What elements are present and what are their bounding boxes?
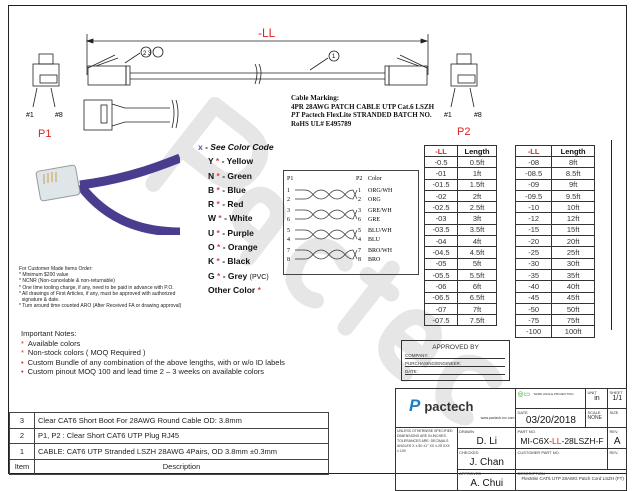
ll-code: -08 xyxy=(516,157,552,168)
length-value: 5ft xyxy=(458,258,497,269)
wire-color: BLU/WH xyxy=(368,228,392,234)
ll-code: -100 xyxy=(516,326,552,337)
col-header-length: Length xyxy=(552,146,595,157)
ll-code: -40 xyxy=(516,281,552,292)
table-row xyxy=(516,179,595,190)
item-number: 2 xyxy=(10,428,35,444)
customer-order-notes xyxy=(19,266,197,309)
length-value: 75ft xyxy=(552,315,595,326)
p2-pin: 7 xyxy=(358,248,361,254)
length-value: 6ft xyxy=(458,281,497,292)
length-value: 7ft xyxy=(458,303,497,314)
length-value: 3ft xyxy=(458,213,497,224)
table-row xyxy=(425,236,497,247)
length-value: 9ft xyxy=(552,179,595,190)
p2-label: P2 xyxy=(457,126,471,138)
length-value: 20ft xyxy=(552,236,595,247)
ll-code: -05.5 xyxy=(425,269,458,280)
color-item: Y * - Yellow xyxy=(208,156,254,167)
ll-code: -06.5 xyxy=(425,292,458,303)
ll-code: -04 xyxy=(425,236,458,247)
length-value: 4.5ft xyxy=(458,247,497,258)
p2-pin: 8 xyxy=(358,257,361,263)
table-row xyxy=(516,157,595,168)
table-row xyxy=(516,292,595,303)
length-value: 7.5ft xyxy=(458,315,497,326)
ll-code: -02 xyxy=(425,190,458,201)
cable-marking-line2-text: Pactech FlexLite STRANDED BATCH NO. RoHS UL# E495789 xyxy=(291,111,432,128)
table-row xyxy=(425,281,497,292)
table-row xyxy=(516,236,595,247)
p1-pin: 8 xyxy=(287,257,290,263)
p1-pin1-label: #1 xyxy=(26,112,34,119)
note-line: * Minimum $200 value xyxy=(19,272,69,279)
scale-cell: SCALE NONE xyxy=(586,409,608,428)
p1-header: P1 xyxy=(287,176,294,182)
ll-code: -35 xyxy=(516,269,552,280)
item-description: CABLE: CAT6 UTP Stranded LSZH 28AWG 4Pairs, OD 3.8mm ±0.3mm xyxy=(35,444,329,460)
divider xyxy=(611,140,612,330)
p1-label: P1 xyxy=(38,128,52,140)
length-value: 9.5ft xyxy=(552,190,595,201)
color-code-header xyxy=(198,142,274,156)
ll-code: -07 xyxy=(425,303,458,314)
p1-pin: 7 xyxy=(287,248,290,254)
table-row xyxy=(516,213,595,224)
bullet: * xyxy=(21,338,24,348)
checked-cell: CHECKED J. Chan xyxy=(458,449,516,470)
p2-pin: 5 xyxy=(358,228,361,234)
note-line: signature & date. xyxy=(19,297,60,304)
note-line: * One time tooling charge, if any, need to be paid in advance with P.O. xyxy=(19,284,174,291)
header-item: Item xyxy=(10,459,35,475)
ll-code: -03 xyxy=(425,213,458,224)
ll-code: -07.5 xyxy=(425,315,458,326)
p1-pin: 5 xyxy=(287,228,290,234)
approved-by-title: APPROVED BY xyxy=(432,344,479,351)
description-value: FlexMini CAT6 UTP 28AWG Patch Cord LSZH (FT) xyxy=(521,476,624,481)
table-row xyxy=(425,303,497,314)
ll-code: -02.5 xyxy=(425,202,458,213)
note-text: Non-stock colors ( MOQ Required ) xyxy=(27,348,146,357)
important-note xyxy=(21,367,285,377)
brand-name: pactech xyxy=(424,398,474,414)
p1-pin: 4 xyxy=(287,237,290,243)
length-value: 8.5ft xyxy=(552,168,595,179)
color-header: Color xyxy=(368,176,382,182)
date-cell: DATE 03/20/2018 xyxy=(516,409,586,428)
cable-photo xyxy=(20,140,180,235)
length-value: 100ft xyxy=(552,326,595,337)
item-number: 3 xyxy=(10,413,35,429)
title-block xyxy=(395,388,627,491)
table-row xyxy=(425,269,497,280)
cable-marking-line1: 4PR 28AWG PATCH CABLE UTP Cat.6 LSZH xyxy=(291,102,435,111)
wire-color: GRE xyxy=(368,217,380,223)
item-description: Clear CAT6 Short Boot For 28AWG Round Cable OD: 3.8mm xyxy=(35,413,329,429)
ll-code: -45 xyxy=(516,292,552,303)
table-row xyxy=(516,315,595,326)
ll-code: -20 xyxy=(516,236,552,247)
drawn-by: D. Li xyxy=(476,436,497,447)
date-field[interactable]: DATE: xyxy=(405,369,505,375)
length-value: 6.5ft xyxy=(458,292,497,303)
note-line: * NCNR (Non-cancelable & non-returnable) xyxy=(19,278,115,285)
table-row xyxy=(425,202,497,213)
ll-code: -30 xyxy=(516,258,552,269)
color-code-list xyxy=(198,142,274,299)
length-value: 5.5ft xyxy=(458,269,497,280)
description-cell: DESCRIPTION FlexMini CAT6 UTP 28AWG Patch Cord LSZH (FT) xyxy=(516,470,627,491)
important-note xyxy=(21,358,285,368)
ll-code: -10 xyxy=(516,202,552,213)
projection-label: THIRD ANGLE PROJECTION xyxy=(533,392,574,396)
bullet: * xyxy=(21,348,24,357)
ll-code: -09.5 xyxy=(516,190,552,201)
length-value: 3.5ft xyxy=(458,224,497,235)
length-value: 10ft xyxy=(552,202,595,213)
table-row xyxy=(516,190,595,201)
note-text: Custom pinout MOQ 100 and lead time 2 – 3 weeks on available colors xyxy=(27,367,265,376)
table-row xyxy=(516,247,595,258)
wire-color: GRE/WH xyxy=(368,208,392,214)
table-row xyxy=(516,258,595,269)
table-row xyxy=(425,247,497,258)
color-item: W * - White xyxy=(208,213,253,224)
ll-code: -50 xyxy=(516,303,552,314)
important-note xyxy=(21,348,285,358)
p2-pin: 3 xyxy=(358,208,361,214)
table-row xyxy=(516,202,595,213)
p2-pin8-label: #8 xyxy=(474,112,482,119)
projection-symbol-icon: ◎▭ xyxy=(517,391,531,398)
table-row xyxy=(516,168,595,179)
length-value: 1ft xyxy=(458,168,497,179)
col-header-ll: -LL xyxy=(425,146,458,157)
wire-color: ORG xyxy=(368,197,381,203)
bom-row xyxy=(10,444,329,460)
drawn-cell: DRAWN D. Li xyxy=(458,428,516,449)
checked-by: J. Chan xyxy=(469,457,504,468)
rev-cell: REV. A xyxy=(608,428,627,449)
part-no-cell: PART NO. MI-C6X-LL-28LSZH-F xyxy=(516,428,608,449)
approved-cell: APPROVED A. Chui xyxy=(458,470,516,491)
cable-marking-title: Cable Marking: xyxy=(291,94,340,102)
color-item: G * - Grey (PVC) xyxy=(208,270,269,281)
bullet: • xyxy=(21,357,24,367)
wire-color: ORG/WH xyxy=(368,188,393,194)
wire-color: BRO xyxy=(368,257,381,263)
length-value: 2ft xyxy=(458,190,497,201)
ll-code: -75 xyxy=(516,315,552,326)
customer-part-cell: CUSTOMER PART NO. xyxy=(516,449,608,470)
tolerances: UNLESS OTHERWISE SPECIFIED DIMENSIONS ARE IN INCHES. TOLERANCES ARE: DECIMALS ANGLES X ±.50 ±1° XX ±.25 XXX ±.100 xyxy=(396,428,458,491)
wire-color: BLU xyxy=(368,237,380,243)
length-value: 8ft xyxy=(552,157,595,168)
color-item: K * - Black xyxy=(208,256,251,267)
p2-pin: 1 xyxy=(358,188,361,194)
ll-code: -06 xyxy=(425,281,458,292)
color-item-other: Other Color * xyxy=(208,284,261,295)
p1-pin: 1 xyxy=(287,188,290,194)
x-marker: x xyxy=(198,142,203,152)
length-value: 4ft xyxy=(458,236,497,247)
col-header-length: Length xyxy=(458,146,497,157)
note-line: For Customer Made Items Order: xyxy=(19,266,93,272)
p1-pin8-label: #8 xyxy=(55,112,63,119)
p2-header: P2 xyxy=(356,176,363,182)
company-field[interactable]: COMPANY: xyxy=(405,353,505,359)
note-text: Custom Bundle of any combination of the above lengths, with or w/o ID labels xyxy=(27,357,285,367)
pt-logo-icon: P xyxy=(409,396,421,415)
cable-marking xyxy=(291,94,436,128)
length-table-2 xyxy=(515,145,595,338)
wire-color: BRO/WH xyxy=(368,248,392,254)
pt-prefix: PT xyxy=(291,111,300,119)
p2-pin: 6 xyxy=(358,217,361,223)
approved-by: A. Chui xyxy=(470,478,504,489)
length-value: 2.5ft xyxy=(458,202,497,213)
ll-code: -0.5 xyxy=(425,157,458,168)
item-description: P1, P2 : Clear Short CAT6 UTP Plug RJ45 xyxy=(35,428,329,444)
table-row xyxy=(425,292,497,303)
table-row xyxy=(425,168,497,179)
bullet: • xyxy=(21,367,24,376)
color-item: R * - Red xyxy=(208,199,244,210)
length-value: 40ft xyxy=(552,281,595,292)
rev2-cell: REV. xyxy=(608,449,627,470)
length-value: 35ft xyxy=(552,269,595,280)
bom-row xyxy=(10,413,329,429)
date-value: 03/20/2018 xyxy=(525,415,576,426)
length-value: 15ft xyxy=(552,224,595,235)
url-text: www.pactech-inc.com xyxy=(480,416,515,420)
ll-code: -25 xyxy=(516,247,552,258)
approved-by-box xyxy=(401,340,510,381)
p2-pin: 4 xyxy=(358,237,361,243)
color-item: N * - Green xyxy=(208,170,252,181)
note-text: Available colors xyxy=(27,338,81,348)
bill-of-materials xyxy=(9,412,329,475)
ll-code: -03.5 xyxy=(425,224,458,235)
table-row xyxy=(516,224,595,235)
table-row xyxy=(516,326,595,337)
note-line: * Turn around time counted ARO (After Received FA or drawing approval) xyxy=(19,303,182,310)
color-item: B * - Blue xyxy=(208,184,246,195)
bom-row xyxy=(10,428,329,444)
table-row xyxy=(425,190,497,201)
important-note xyxy=(21,339,285,349)
table-row xyxy=(425,157,497,168)
projection-cell xyxy=(516,389,586,409)
size-cell: SIZE xyxy=(608,409,627,428)
ll-code: -05 xyxy=(425,258,458,269)
ll-code: -12 xyxy=(516,213,552,224)
color-item: O * - Orange xyxy=(208,242,258,253)
length-value: 45ft xyxy=(552,292,595,303)
header-description: Description xyxy=(35,459,329,475)
ll-code: -08.5 xyxy=(516,168,552,179)
cable-marking-line2 xyxy=(291,111,436,128)
length-value: 50ft xyxy=(552,303,595,314)
col-header-ll: -LL xyxy=(516,146,552,157)
p2-pin1-label: #1 xyxy=(444,112,452,119)
length-dimension-label: -LL xyxy=(258,26,276,40)
table-row xyxy=(425,224,497,235)
important-notes-title: Important Notes: xyxy=(21,329,77,338)
logo-cell xyxy=(396,389,516,428)
length-value: 12ft xyxy=(552,213,595,224)
pactech-logo xyxy=(397,396,514,416)
table-row xyxy=(425,179,497,190)
callout-1: 1 xyxy=(332,54,336,60)
length-value: 0.5ft xyxy=(458,157,497,168)
ll-code: -01 xyxy=(425,168,458,179)
table-row xyxy=(425,258,497,269)
note-line: * All drawings of First Articles, if any, must be approved with authorized xyxy=(19,290,176,297)
color-code-title: - See Color Code xyxy=(205,142,274,152)
table-row xyxy=(516,269,595,280)
p1-pin: 6 xyxy=(287,217,290,223)
length-table-1 xyxy=(424,145,497,326)
p2-pin: 2 xyxy=(358,197,361,203)
purchasing-engineer-field[interactable]: PURCHASING/ENGINEER: xyxy=(405,361,505,367)
ll-code: -15 xyxy=(516,224,552,235)
length-value: 1.5ft xyxy=(458,179,497,190)
color-item: U * - Purple xyxy=(208,227,254,238)
length-value: 30ft xyxy=(552,258,595,269)
ll-code: -04.5 xyxy=(425,247,458,258)
sheet-cell: SHEET 1/1 xyxy=(608,389,627,409)
callout-2-3: 2 3 xyxy=(143,51,152,57)
unit-cell: UNIT in xyxy=(586,389,608,409)
table-row xyxy=(425,315,497,326)
table-row xyxy=(516,303,595,314)
p1-pin: 3 xyxy=(287,208,290,214)
table-row xyxy=(425,213,497,224)
ll-code: -09 xyxy=(516,179,552,190)
table-row xyxy=(516,281,595,292)
ll-code: -01.5 xyxy=(425,179,458,190)
item-number: 1 xyxy=(10,444,35,460)
wiring-svg xyxy=(283,170,419,275)
length-value: 25ft xyxy=(552,247,595,258)
p1-pin: 2 xyxy=(287,197,290,203)
important-notes xyxy=(21,329,285,377)
